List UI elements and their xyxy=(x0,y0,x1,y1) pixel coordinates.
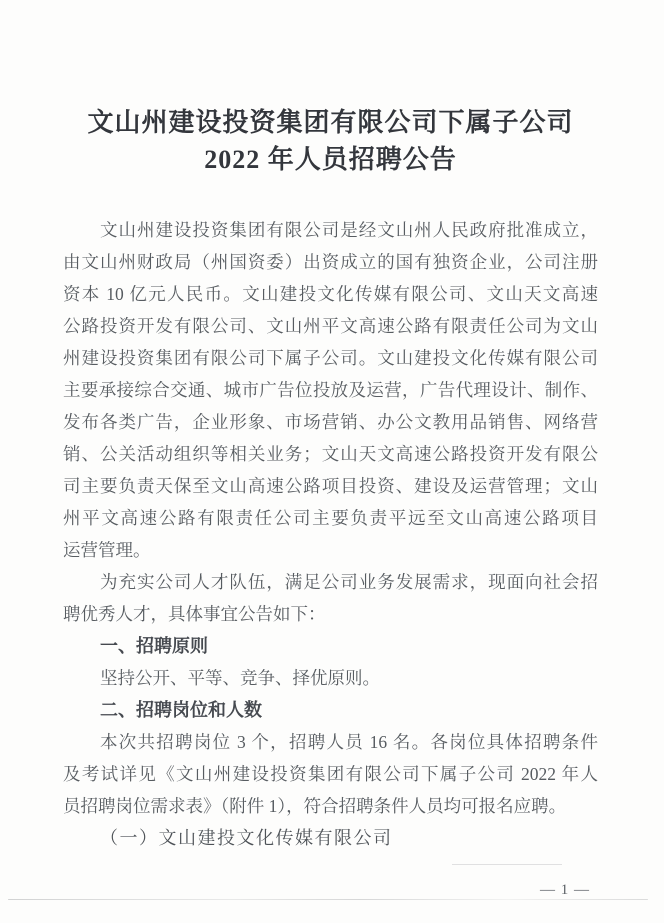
document-body xyxy=(63,214,598,854)
intro-paragraph xyxy=(63,214,598,566)
scan-artifact-line xyxy=(8,899,648,900)
intro-paragraph-line-4: 公路投资开发有限公司、文山州平文高速公路有限责任公司为文山 xyxy=(63,316,598,336)
scan-artifact-line xyxy=(452,864,562,865)
section-heading-positions-line-1: 二、招聘岗位和人数 xyxy=(100,700,262,720)
positions-paragraph xyxy=(63,726,598,822)
intro-paragraph-line-2: 由文山州财政局（州国资委）出资成立的国有独资企业，公司注册 xyxy=(63,252,598,272)
title-line-2: 2022 年人员招聘公告 xyxy=(204,145,457,174)
intro-paragraph-line-8: 销、公关活动组织等相关业务；文山天文高速公路投资开发有限公 xyxy=(63,444,598,464)
section-heading-principles xyxy=(63,630,598,662)
subsection-heading-company-1-line-1: （一）文山建投文化传媒有限公司 xyxy=(100,828,393,848)
positions-paragraph-line-2: 及考试详见《文山州建设投资集团有限公司下属子公司 2022 年人 xyxy=(63,764,598,784)
recruitment-intent-paragraph-line-1: 为充实公司人才队伍，满足公司业务发展需求，现面向社会招 xyxy=(100,572,598,592)
positions-paragraph-line-3: 员招聘岗位需求表》（附件 1），符合招聘条件人员均可报名应聘。 xyxy=(63,796,567,816)
intro-paragraph-line-7: 发布各类广告，企业形象、市场营销、办公文教用品销售、网络营 xyxy=(63,412,598,432)
intro-paragraph-line-3: 资本 10 亿元人民币。文山建投文化传媒有限公司、文山天文高速 xyxy=(63,284,598,304)
document-title xyxy=(63,104,598,178)
subsection-heading-company-1 xyxy=(63,822,598,854)
intro-paragraph-line-11: 运营管理。 xyxy=(63,540,151,560)
recruitment-intent-paragraph xyxy=(63,566,598,630)
intro-paragraph-line-6: 主要承接综合交通、城市广告位投放及运营，广告代理设计、制作、 xyxy=(63,380,598,400)
section-heading-principles-line-1: 一、招聘原则 xyxy=(100,636,208,656)
positions-paragraph-line-1: 本次共招聘岗位 3 个，招聘人员 16 名。各岗位具体招聘条件 xyxy=(100,732,598,752)
intro-paragraph-line-10: 州平文高速公路有限责任公司主要负责平远至文山高速公路项目 xyxy=(63,508,598,528)
intro-paragraph-line-9: 司主要负责天保至文山高速公路项目投资、建设及运营管理；文山 xyxy=(63,476,598,496)
recruitment-intent-paragraph-line-2: 聘优秀人才，具体事宜公告如下： xyxy=(63,604,326,624)
intro-paragraph-line-1: 文山州建设投资集团有限公司是经文山州人民政府批准成立， xyxy=(100,220,598,240)
section-heading-positions xyxy=(63,694,598,726)
title-line-1: 文山州建设投资集团有限公司下属子公司 xyxy=(87,108,574,137)
intro-paragraph-line-5: 州建设投资集团有限公司下属子公司。文山建投文化传媒有限公司 xyxy=(63,348,598,368)
principles-paragraph xyxy=(63,662,598,694)
principles-paragraph-line-1: 坚持公开、平等、竞争、择优原则。 xyxy=(100,668,380,688)
page-number: — 1 — xyxy=(540,882,590,898)
